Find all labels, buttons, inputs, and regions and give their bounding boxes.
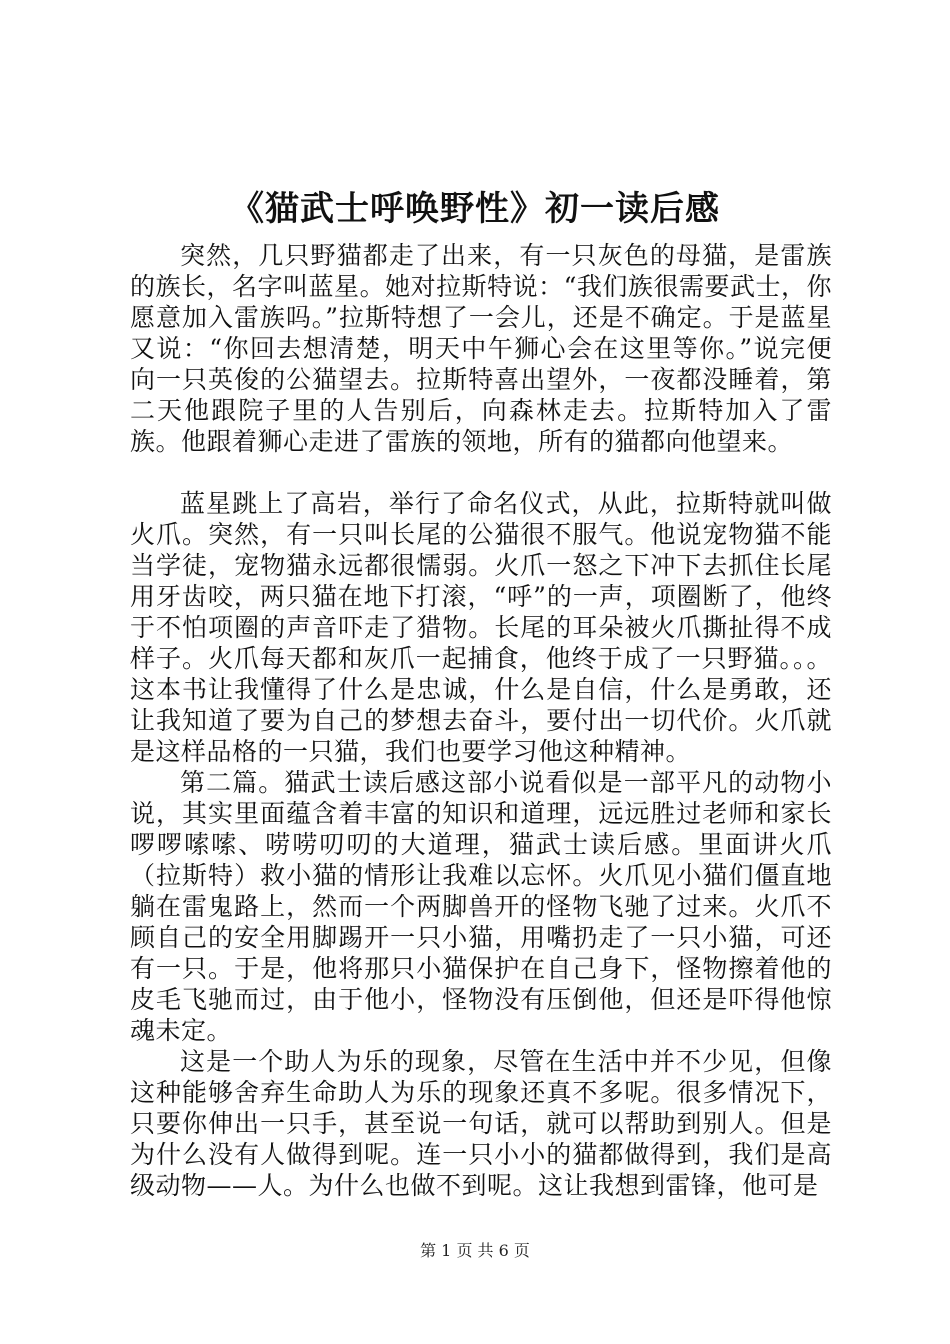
page-footer: 第 1 页 共 6 页 <box>420 1241 530 1260</box>
document-body <box>130 240 832 1201</box>
document-title: 《猫武士呼唤野性》初一读后感 <box>230 189 720 229</box>
paragraph-4: 这是一个助人为乐的现象，尽管在生活中并不少见，但像这种能够舍弃生命助人为乐的现象还真不多呢。很多情况下，只要你伸出一只手，甚至说一句话，就可以帮助到别人。但是为什么没有人做得到呢。连一只小小的猫都做得到，我们是高级动物——人。为什么也做不到呢。这让我想到雷锋，他可是 <box>130 1047 832 1200</box>
paragraph-3: 第二篇。猫武士读后感这部小说看似是一部平凡的动物小说，其实里面蕴含着丰富的知识和道理，远远胜过老师和家长啰啰嗦嗦、唠唠叨叨的大道理，猫武士读后感。里面讲火爪（拉斯特）救小猫的情形让我难以忘怀。火爪见小猫们僵直地躺在雷鬼路上，然而一个两脚兽开的怪物飞驰了过来。火爪不顾自己的安全用脚踢开一只小猫，用嘴扔走了一只小猫，可还有一只。于是，他将那只小猫保护在自己身下，怪物擦着他的皮毛飞驰而过，由于他小，怪物没有压倒他，但还是吓得他惊魂未定。 <box>130 768 832 1045</box>
paragraph-2: 蓝星跳上了高岩，举行了命名仪式，从此，拉斯特就叫做火爪。突然，有一只叫长尾的公猫很不服气。他说宠物猫不能当学徒，宠物猫永远都很懦弱。火爪一怒之下冲下去抓住长尾用牙齿咬，两只猫在地下打滚，“呼”的一声，项圈断了，他终于不怕项圈的声音吓走了猎物。长尾的耳朵被火爪撕扯得不成样子。火爪每天都和灰爪一起捕食，他终于成了一只野猫。。。这本书让我懂得了什么是忠诚，什么是自信，什么是勇敢，还让我知道了要为自己的梦想去奋斗，要付出一切代价。火爪就是这样品格的一只猫，我们也要学习他这种精神。 <box>130 489 832 766</box>
paragraph-1: 突然，几只野猫都走了出来，有一只灰色的母猫，是雷族的族长，名字叫蓝星。她对拉斯特说：“我们族很需要武士，你愿意加入雷族吗。”拉斯特想了一会儿，还是不确定。于是蓝星又说：“你回去想清楚，明天中午狮心会在这里等你。”说完便向一只英俊的公猫望去。拉斯特喜出望外，一夜都没睡着，第二天他跟院子里的人告别后，向森林走去。拉斯特加入了雷族。他跟着狮心走进了雷族的领地，所有的猫都向他望来。 <box>130 241 832 456</box>
